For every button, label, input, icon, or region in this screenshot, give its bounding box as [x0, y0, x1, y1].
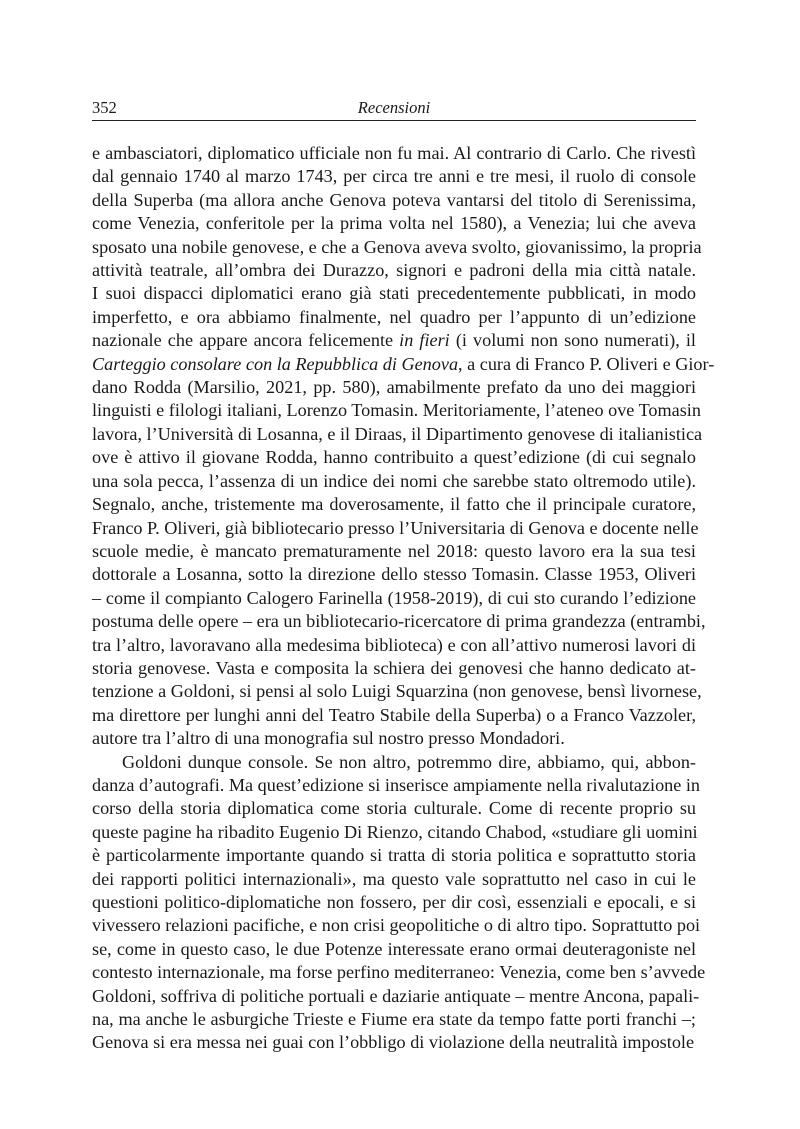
- text-line: [92, 657, 696, 680]
- text-line: [92, 587, 696, 610]
- text-line: [92, 844, 696, 867]
- text-segment: è particolarmente importante quando si tratta di storia politica e soprattutto storia: [92, 845, 696, 866]
- text-segment: Genova si era messa nei guai con l’obbligo di violazione della neutralità impostole: [92, 1032, 695, 1053]
- text-segment: questioni politico-diplomatiche non fossero, per dir così, essenziali e epocali, e si: [92, 892, 696, 912]
- text-line: [92, 282, 696, 305]
- text-line: [92, 189, 696, 212]
- text-segment: dei rapporti politici internazionali», ma questo vale soprattutto nel caso in cui le: [92, 868, 696, 889]
- text-segment: contesto internazionale, ma forse perfino mediterraneo: Venezia, come ben s’avvede: [92, 962, 706, 983]
- text-line: [92, 938, 696, 961]
- text-line: [92, 142, 696, 165]
- text-segment: linguisti e filologi italiani, Lorenzo Tomasin. Meritoriamente, l’ateneo ove Tomasin: [92, 400, 701, 421]
- text-line: [92, 634, 696, 657]
- text-segment: vivessero relazioni pacifiche, e non crisi geopolitiche o di altro tipo. Soprattutto poi: [92, 915, 701, 936]
- text-segment: nazionale che appare ancora felicemente: [92, 330, 400, 351]
- italic-text: in fieri: [399, 330, 450, 351]
- text-line: [92, 470, 696, 493]
- text-segment: corso della storia diplomatica come storia culturale. Come di recente proprio su: [92, 798, 696, 819]
- text-segment: queste pagine ha ribadito Eugenio Di Rienzo, citando Chabod, «studiare gli uomini: [92, 821, 698, 842]
- text-line: [92, 680, 702, 703]
- paragraph: [92, 751, 706, 1055]
- text-line: [92, 329, 696, 352]
- text-segment: dottorale a Losanna, sotto la direzione dello stesso Tomasin. Classe 1953, Oliveri: [92, 564, 696, 585]
- text-segment: come Venezia, conferitole per la prima volta nel 1580), a Venezia; lui che aveva: [92, 213, 696, 234]
- text-line: [92, 797, 696, 820]
- text-segment: danza d’autografi. Ma quest’edizione si inserisce ampiamente nella rivalutazione in: [92, 774, 701, 795]
- text-line: [92, 165, 696, 188]
- text-segment: Goldoni, soffriva di politiche portuali e daziarie antiquate – mentre Ancona, papali-: [92, 985, 700, 1006]
- text-line: [92, 704, 696, 727]
- text-line: [92, 610, 706, 633]
- text-line: [92, 517, 699, 540]
- text-line: [92, 961, 706, 984]
- text-line: [92, 353, 715, 376]
- text-segment: na, ma anche le asburgiche Trieste e Fiume era state da tempo fatte porti franchi –;: [92, 1009, 696, 1030]
- text-segment: scuole medie, è mancato prematuramente nel 2018: questo lavoro era la sua tesi: [92, 540, 696, 561]
- text-segment: autore tra l’altro di una monografia sul nostro presso Mondadori.: [92, 728, 565, 749]
- text-line: [92, 727, 696, 750]
- italic-text: Carteggio consolare con la Repubblica di Genova: [92, 353, 459, 374]
- text-line: [92, 751, 696, 774]
- text-segment: – come il compianto Calogero Farinella (1958-2019), di cui sto curando l’edizione: [92, 587, 696, 608]
- text-line: [92, 1008, 696, 1031]
- text-line: [92, 399, 701, 422]
- text-line: [92, 212, 696, 235]
- text-segment: storia genovese. Vasta e composita la schiera dei genovesi che hanno dedicato at-: [92, 657, 696, 678]
- text-line: [92, 236, 702, 259]
- text-segment: attività teatrale, all’ombra dei Durazzo, signori e padroni della mia città natale.: [92, 260, 696, 281]
- text-line: [92, 493, 696, 516]
- text-segment: postuma delle opere – era un bibliotecario-ricercatore di prima grandezza (entrambi,: [92, 611, 706, 632]
- page-number: 352: [92, 98, 117, 117]
- text-line: [92, 985, 700, 1008]
- text-line: [92, 914, 701, 937]
- text-line: [92, 891, 696, 914]
- text-line: [92, 446, 696, 469]
- text-line: [92, 1031, 696, 1054]
- text-segment: ove è attivo il giovane Rodda, hanno contribuito a quest’edizione (di cui segnalo: [92, 447, 696, 468]
- text-segment: (i volumi non sono numerati), il: [449, 330, 696, 351]
- text-segment: dano Rodda (Marsilio, 2021, pp. 580), amabilmente prefato da uno dei maggiori: [92, 377, 696, 398]
- text-segment: imperfetto, e ora abbiamo finalmente, nel quadro per l’appunto di un’edizione: [92, 306, 696, 327]
- text-segment: tenzione a Goldoni, si pensi al solo Luigi Squarzina (non genovese, bensì livornese,: [92, 681, 702, 702]
- text-segment: , a cura di Franco P. Oliveri e Gior-: [458, 353, 715, 374]
- text-segment: Franco P. Oliveri, già bibliotecario presso l’Universitaria di Genova e docente nelle: [92, 517, 699, 538]
- page-header: [92, 98, 696, 121]
- text-segment: Goldoni dunque console. Se non altro, potremmo dire, abbiamo, qui, abbon-: [122, 751, 696, 772]
- text-segment: sposato una nobile genovese, e che a Genova aveva svolto, giovanissimo, la propria: [92, 236, 702, 257]
- text-segment: se, come in questo caso, le due Potenze interessate erano ormai deuteragoniste nel: [92, 938, 696, 959]
- text-segment: lavora, l’Università di Losanna, e il Diraas, il Dipartimento genovese di italianistica: [92, 423, 703, 444]
- text-line: [92, 540, 696, 563]
- text-segment: Segnalo, anche, tristemente ma doverosamente, il fatto che il principale curatore,: [92, 494, 696, 515]
- text-line: [92, 868, 696, 891]
- review-body-text: [92, 142, 715, 1055]
- text-segment: dal gennaio 1740 al marzo 1743, per circa tre anni e tre mesi, il ruolo di console: [92, 166, 696, 187]
- text-segment: tra l’altro, lavoravano alla medesima biblioteca) e con all’attivo numerosi lavori di: [92, 634, 696, 655]
- text-line: [92, 821, 696, 844]
- text-line: [92, 774, 701, 797]
- text-segment: della Superba (ma allora anche Genova poteva vantarsi del titolo di Serenissima,: [92, 189, 696, 210]
- running-head: Recensioni: [357, 98, 431, 117]
- text-line: [92, 306, 696, 329]
- text-line: [92, 423, 703, 446]
- text-segment: ma direttore per lunghi anni del Teatro Stabile della Superba) o a Franco Vazzoler,: [92, 704, 696, 725]
- paragraph: [92, 142, 715, 751]
- text-line: [92, 563, 696, 586]
- text-segment: I suoi dispacci diplomatici erano già stati precedentemente pubblicati, in modo: [92, 283, 696, 304]
- text-segment: e ambasciatori, diplomatico ufficiale non fu mai. Al contrario di Carlo. Che rivestì: [92, 143, 696, 163]
- text-segment: una sola pecca, l’assenza di un indice dei nomi che sarebbe stato oltremodo utile).: [92, 470, 696, 491]
- text-line: [92, 376, 696, 399]
- text-line: [92, 259, 696, 282]
